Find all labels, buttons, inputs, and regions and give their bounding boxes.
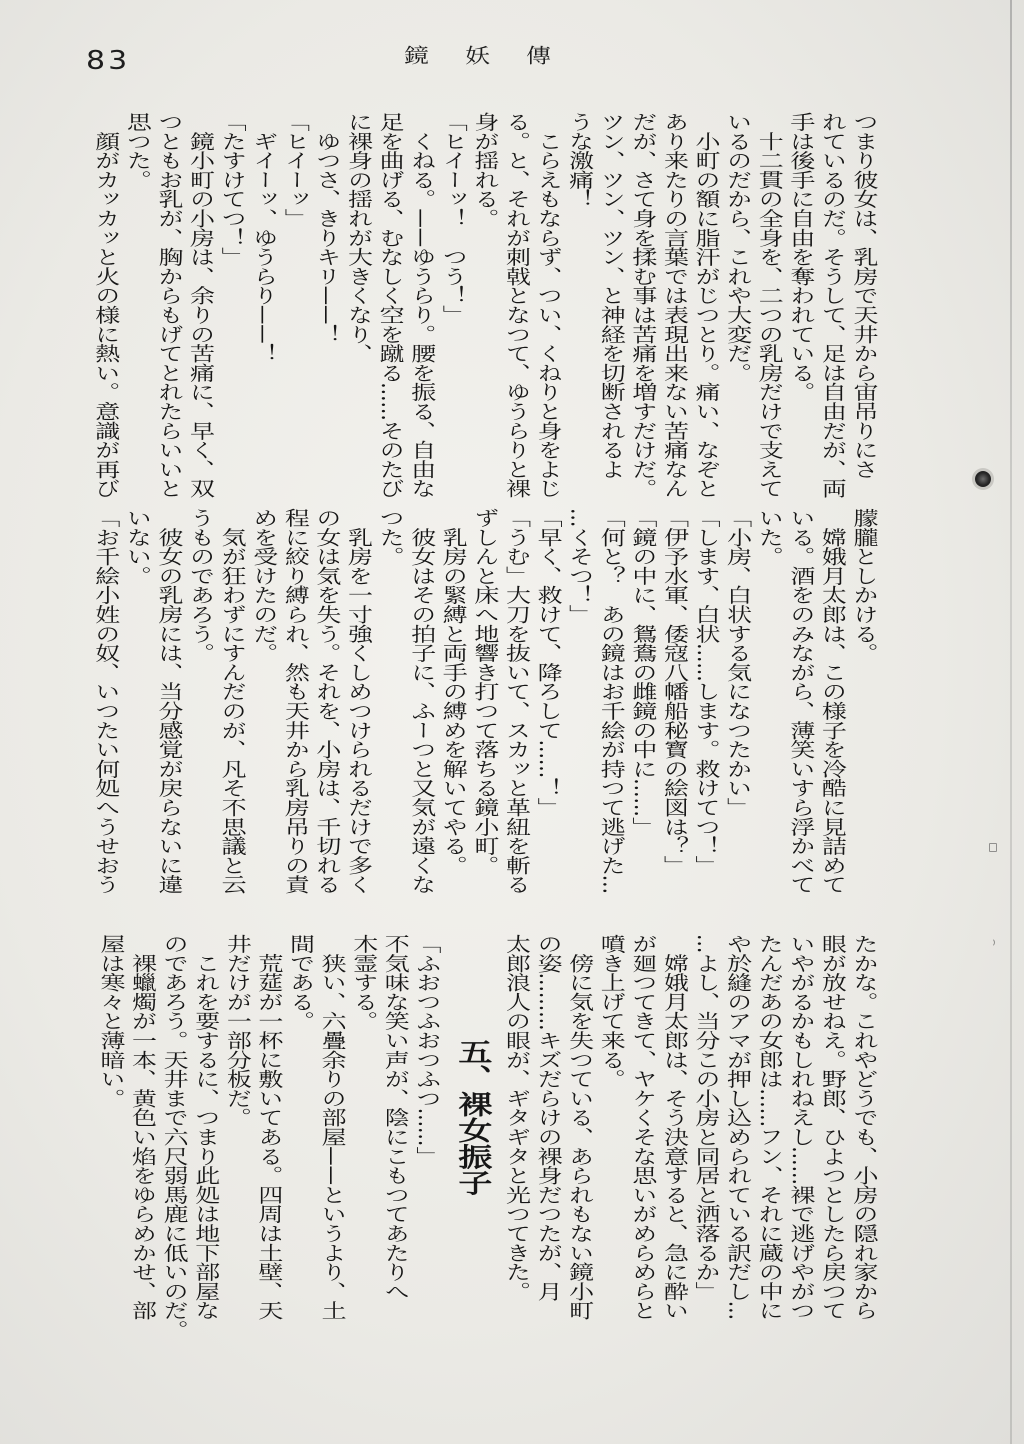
text-column: 「します、白状……します。救けてつ！」 <box>692 508 722 875</box>
text-column: たかな。これやどうでも、小房の隠れ家から <box>850 934 879 1320</box>
punch-hole-mark <box>975 471 991 487</box>
text-column: 鏡小町の小房は、余りの苦痛に、早く、双 <box>186 131 216 499</box>
text-column: 程に絞り縛られ、然も天井から乳房吊りの責 <box>281 508 311 894</box>
text-column: 気が狂わずにすんだのが、凡そ不思議と云 <box>218 527 248 894</box>
text-column: ツン、ツン、ツン、と神経を切断されるよ <box>597 112 627 479</box>
text-column: 屋は寒々と薄暗い。 <box>96 934 126 1108</box>
text-column: 嫦娥月太郎は、この様子を冷酷に見詰めて <box>818 527 848 894</box>
text-column: これを要するに、つまり此処は地下部屋な <box>191 953 221 1320</box>
text-column: 足を曲げる、むなしく空を蹴る……そのたび <box>376 112 406 498</box>
text-column: 嫦娥月太郎は、そう決意すると、急に酔い <box>660 953 690 1320</box>
text-column: に裸身の揺れが大きくなり、 <box>344 112 374 363</box>
text-column: 「鏡の中に、鴛鴦の雌鏡の中に……」 <box>628 508 658 837</box>
text-column: ずしんと床へ地響き打つて落ちる鏡小町。 <box>470 508 500 875</box>
text-column: 太郎浪人の眼が、ギタギタと光つてきた。 <box>502 934 532 1301</box>
text-column: 眼が放せねえ。野郎、ひよつとしたら戻つて <box>818 934 848 1320</box>
text-column: うものであろう。 <box>186 508 216 663</box>
scan-speck-mark <box>989 843 997 852</box>
text-column: 身が揺れる。 <box>470 112 500 228</box>
text-column: の女は気を失う。それを、小房は、千切れる <box>312 508 342 894</box>
text-column: 「小房、白状する気になつたかい」 <box>723 508 753 817</box>
text-column: いやがるかもしれねえし……裸で逃げやがつ <box>786 934 816 1320</box>
text-column: 井だけが一部分板だ。 <box>223 934 253 1127</box>
text-column: の姿………キズだらけの裸身だつたが、月 <box>534 934 564 1301</box>
text-column: 「ふおつふおつふつ……」 <box>412 934 442 1166</box>
text-column: や於縫のアマが押し込められている訳だし… <box>723 934 753 1320</box>
text-column: …くそつ！」 <box>565 508 595 624</box>
text-column: 「ヒイーッ」 <box>281 112 311 228</box>
text-column: のであろう。天井まで六尺弱馬鹿に低いのだ。 <box>160 934 190 1340</box>
text-column: だが、さて身を揉む事は苦痛を増すだけだ。 <box>628 112 658 498</box>
text-column: 傍に気を失つている、あられもない鏡小町 <box>565 953 595 1320</box>
page-number: 83 <box>86 46 131 76</box>
text-column: …よし、当分この小房と同居と洒落るか」 <box>692 934 722 1301</box>
text-column: めを受けたのだ。 <box>249 508 279 663</box>
text-tier-middle <box>90 508 880 917</box>
text-column: 木霊する。 <box>349 934 379 1031</box>
text-column: あり来たりの言葉では表現出来ない苦痛なん <box>660 112 690 498</box>
text-column: 顔がカッカッと火の様に熱い。意識が再び <box>91 131 121 499</box>
text-tier-top <box>90 112 880 521</box>
text-column: ギイーッ、ゆうらり——！ <box>249 131 279 363</box>
text-column: 「たすけてつ！」 <box>218 112 248 267</box>
text-column: いる。酒をのみながら、薄笑いすら浮かべて <box>786 508 816 894</box>
text-column: くねる。——ゆうらり。腰を振る、自由な <box>407 131 437 499</box>
text-column: 乳房を一寸強くしめつけられるだけで多く <box>344 527 374 894</box>
text-column: 小町の額に脂汗がじつとり。痛い、なぞと <box>692 131 722 499</box>
text-column: ゆつさ、きりキリ——！ <box>312 131 342 344</box>
text-column: 朦朧としかける。 <box>850 508 879 663</box>
section-heading: 五、裸女振子 <box>451 1038 492 1196</box>
text-column: つた。 <box>376 508 406 566</box>
text-column: 「早く、救けて、降ろして……！」 <box>534 508 564 817</box>
text-column: 「伊予水軍、倭寇八幡船秘寳の絵図は？」 <box>660 508 690 875</box>
text-column: 狭い、六疊余りの部屋——というより、土 <box>318 953 348 1320</box>
text-column: 彼女はその拍子に、ふーつと又気が遠くな <box>407 527 437 894</box>
text-column: 「ヒイーッ！ つう！」 <box>439 112 469 325</box>
running-title: 鏡妖傳 <box>404 44 588 68</box>
text-column: れているのだ。そうして、足は自由だが、両 <box>818 112 848 498</box>
text-column: 噴き上げて来る。 <box>597 934 627 1089</box>
binding-edge-line <box>1010 0 1012 1444</box>
text-column: 彼女の乳房には、当分感覚が戻らないに違 <box>154 527 184 894</box>
text-column: 不気味な笑い声が、陰にこもつてあたりへ <box>381 934 411 1301</box>
text-column: 乳房の緊縛と両手の縛めを解いてやる。 <box>439 527 469 875</box>
text-column: こらえもならず、つい、くねりと身をよじ <box>534 131 564 499</box>
text-column: つまり彼女は、乳房で天井から宙吊りにさ <box>850 112 879 479</box>
text-column: いるのだから、これや大変だ。 <box>723 112 753 383</box>
text-column: いた。 <box>755 508 785 566</box>
text-column: つともお乳が、胸からもげてとれたらいいと <box>154 112 184 498</box>
text-column: 思つた。 <box>123 112 153 190</box>
text-column: 間である。 <box>286 934 316 1031</box>
scan-speck-mark <box>988 938 995 947</box>
text-column: たんだあの女郎は……フン、それに蔵の中に <box>755 934 785 1320</box>
text-column: 「何と？ あの鏡はお千絵が持つて逃げた… <box>597 508 627 894</box>
text-column: うな激痛！ <box>565 112 595 209</box>
text-column: 十二貫の全身を、二つの乳房だけで支えて <box>755 131 785 499</box>
text-column: 「お千絵小姓の奴、いつたい何処へうせおう <box>91 508 121 894</box>
text-column: 荒莚が一杯に敷いてある。四周は土壁、天 <box>254 953 284 1320</box>
text-column: る。と、それが刺戟となつて、ゆうらりと裸 <box>502 112 532 498</box>
text-column: 裸蠟燭が一本、黄色い焰をゆらめかせ、部 <box>128 953 158 1320</box>
text-column: いない。 <box>123 508 153 586</box>
text-column: が廻つてきて、ヤケくそな思いがめらめらと <box>628 934 658 1320</box>
text-column: 「うむ」大刀を抜いて、スカッと革紐を斬る <box>502 508 532 894</box>
text-column: 手は後手に自由を奪われている。 <box>786 112 816 402</box>
text-tier-bottom <box>95 934 880 1343</box>
